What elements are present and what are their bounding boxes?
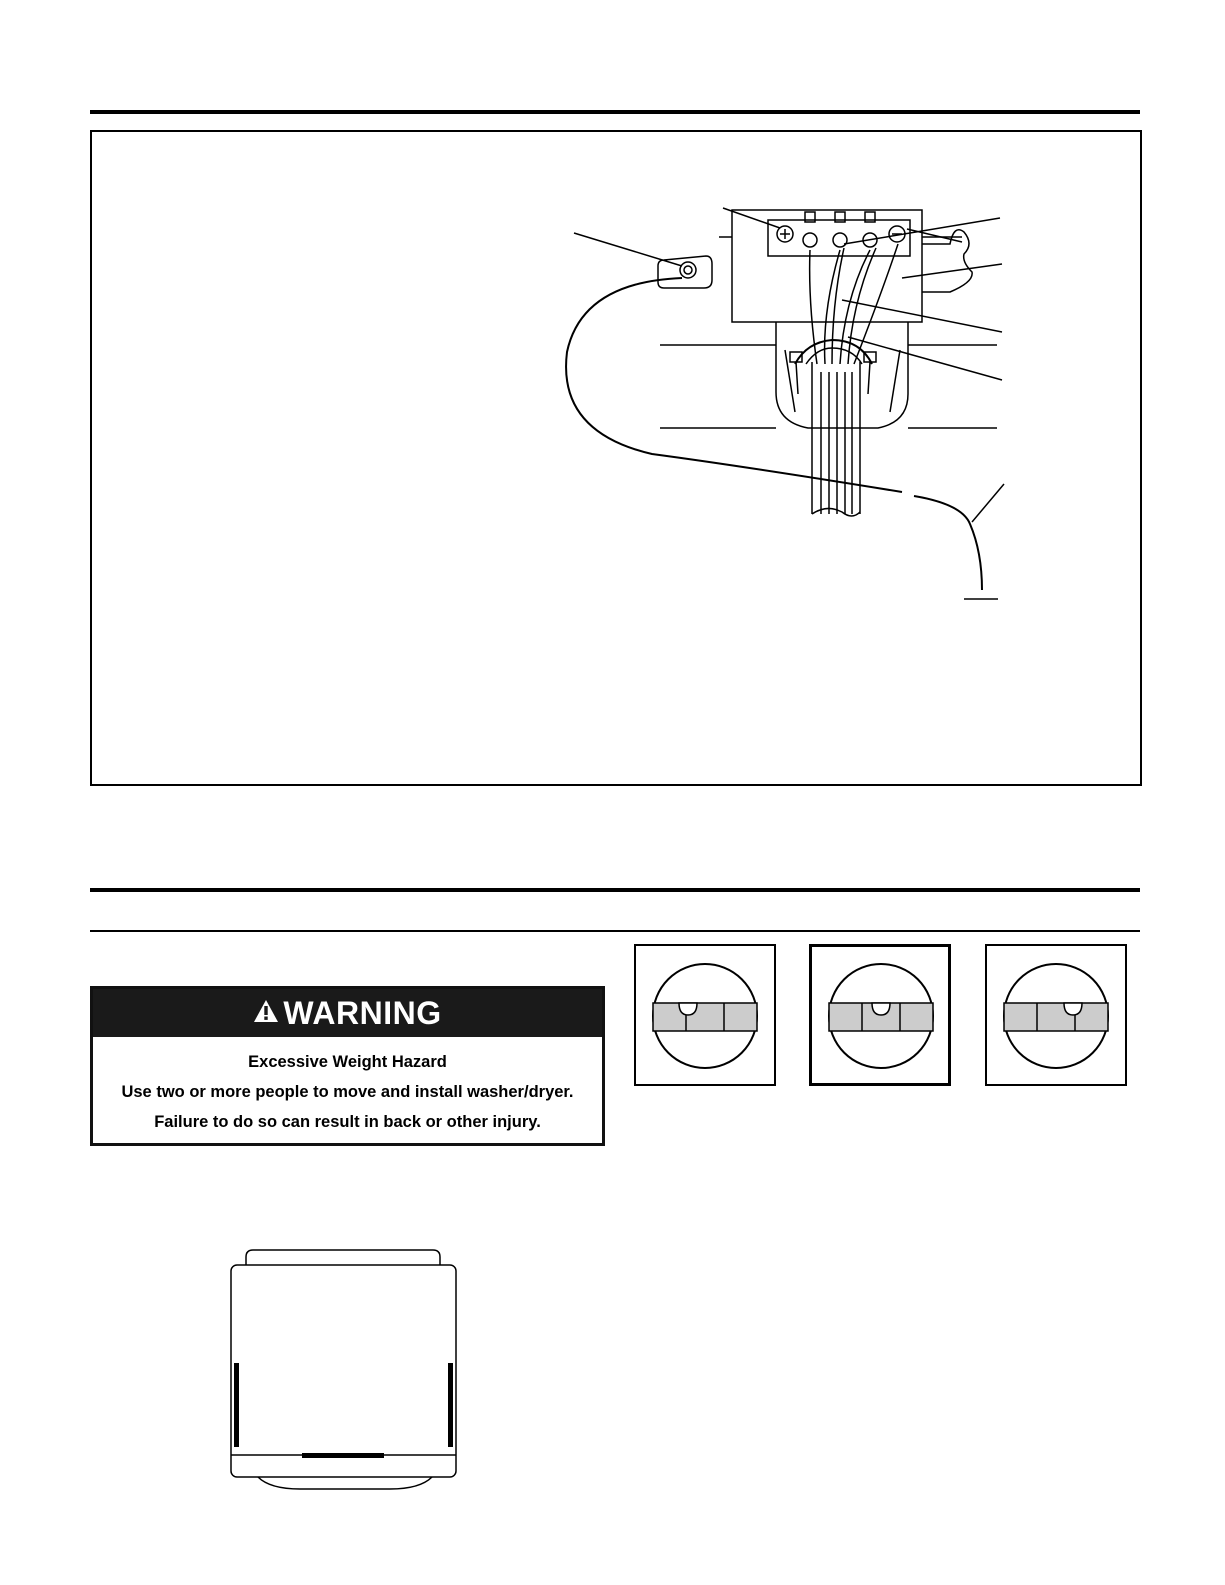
warning-title: WARNING bbox=[283, 994, 442, 1031]
warning-body bbox=[93, 1037, 602, 1137]
warning-hazard: Excessive Weight Hazard bbox=[248, 1053, 447, 1071]
power-cord bbox=[812, 362, 860, 514]
warning-consequence: Failure to do so can result in back or other injury. bbox=[154, 1113, 541, 1131]
callout-clamp bbox=[848, 337, 1002, 380]
callout-ground-wire bbox=[972, 484, 1004, 522]
dryer-cabinet bbox=[231, 1265, 456, 1477]
level-card-left bbox=[634, 944, 776, 1086]
level-card-center bbox=[809, 944, 951, 1086]
callout-ground-screw bbox=[574, 233, 682, 266]
callout-terminal-right bbox=[907, 229, 962, 242]
dryer-side-mark-right bbox=[448, 1363, 453, 1447]
warning-instruction: Use two or more people to move and install washer/dryer. bbox=[121, 1083, 574, 1101]
section-rule-sub bbox=[90, 930, 1140, 932]
warning-triangle-icon bbox=[253, 999, 279, 1028]
terminal-strip bbox=[768, 220, 910, 256]
dryer-kick-slot bbox=[302, 1453, 384, 1458]
dryer-side-mark-left bbox=[234, 1363, 239, 1447]
wiring-diagram-panel bbox=[90, 130, 1142, 786]
bubble-level-icon bbox=[636, 946, 774, 1084]
level-card-right bbox=[985, 944, 1127, 1086]
warning-box bbox=[90, 986, 605, 1146]
cord-clamp bbox=[795, 340, 872, 364]
bubble-level-icon bbox=[812, 947, 950, 1085]
ground-screw bbox=[680, 262, 696, 278]
warning-header bbox=[93, 989, 602, 1037]
dryer-base bbox=[258, 1477, 432, 1489]
bubble-level-icon bbox=[987, 946, 1125, 1084]
callout-wire bbox=[902, 264, 1002, 278]
dryer-front-illustration bbox=[220, 1245, 470, 1495]
section-rule-top bbox=[90, 110, 1140, 114]
terminal-block-diagram bbox=[92, 132, 1140, 784]
section-rule-middle bbox=[90, 888, 1140, 892]
